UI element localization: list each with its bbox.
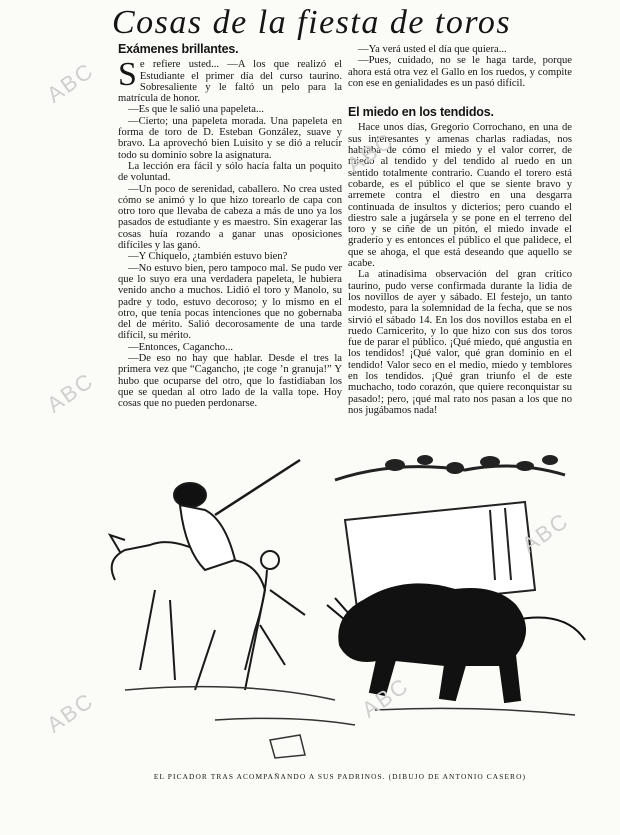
bullfight-illustration bbox=[95, 440, 605, 770]
bull bbox=[327, 584, 585, 702]
article-paragraph: Se refiere usted... —A los que realizó el Estudiante el primer día del curso taurino. Sobresaliente y le faltó un pelo para la matrícula de honor. bbox=[118, 56, 342, 105]
article-paragraph: La atinadísima observación del gran crítico taurino, pudo verse confirmada durante la lidia de los novillos de ayer y sábado. El festejo, un tanto modesto, para la solemnidad de la fecha, que se nos sirvió el sábado 14. En los dos novillos estaba en el ruedo Carnicerito, y lo que hizo con sus dos toros fue de parar el público. ¡Qué miedo, qué angustia en los tendidos! ¡Qué valor, qué gran dominio en el tendido! Valor seco en el medio, miedo y temblores en los tendidos. ¡Qué gran triunfo el de este muchacho, todo corazón, que quiere reconquistar su pasado!; pero, ¡qué mal rato nos pasan a los que no nos jugábamos nada! bbox=[348, 269, 572, 416]
picador-horse bbox=[110, 460, 300, 690]
watermark: ABC bbox=[357, 672, 414, 723]
article-title: Cosas de la fiesta de toros bbox=[112, 4, 512, 41]
crowd bbox=[385, 455, 558, 474]
column-left bbox=[118, 44, 342, 410]
article-paragraph: Hace unos días, Gregorio Corrochano, en una de sus interesantes y amenas charlas radiadas, nos hablaba de cómo el miedo y el valor correr, de miedo al tendido y del tendido al ruedo en un sentido totalmente contrario. Cuando el torero está cobarde, es el público el que se siente bravo y arremete contra el diestro en una desgarra continuada de insultos y dicterios; pero cuando el diestro sale a jugársela y se pone en el terreno del toro y se ciñe de un pitón, el miedo invade el graderío y es entonces el público el que palidece, el que se ahoga, el que está deseando que aquello se acabe. bbox=[348, 122, 572, 270]
article-paragraph: —Un poco de serenidad, caballero. No crea usted cómo se animó y lo que hizo torearlo de capa con otro toro que llevaba de cabeza a más de uno ya los pasados de estudiante y es maestro. Sin exagerar las cosas huía rozando a ganar unas oposiciones difíciles y las ganó. bbox=[118, 183, 342, 252]
watermark: ABC bbox=[342, 127, 399, 178]
illustration-caption: EL PICADOR TRAS ACOMPAÑANDO A SUS PADRINOS. (DIBUJO DE ANTONIO CASERO) bbox=[153, 772, 527, 781]
article-paragraph: —Ya verá usted el día que quiera... bbox=[358, 44, 507, 55]
article-paragraph: —Es que le salió una papeleta... bbox=[128, 104, 264, 116]
article-paragraph: —No estuvo bien, pero tampoco mal. Se pudo ver que lo suyo era una verdadera papeleta, le hubiera venido ancho a muchos. Lidió el toro y Manolo, su padre y todo, estuvo decoroso; y lo mismo en el otro, que tenía pocas intenciones que no gobernaba del de mérito. Salió decorosamente de una tarde difícil, su mérito. bbox=[118, 262, 342, 342]
article-paragraph: —Cierto; una papeleta morada. Una papeleta en forma de toro de D. Esteban González, suave y bravo. La aprovechó bien Luisito y se dió a relucir todo su dominio sobre la asignatura. bbox=[118, 115, 342, 161]
article-paragraph: —De eso no hay que hablar. Desde el tres la primera vez que “Cagancho, ¡te coge ’n granuja!” Y hubo que ocuparse del otro, que lo fastidiaban los que se quedan al otro lado de la valla tope. Hoy cosas que no pueden perdonarse. bbox=[118, 353, 342, 410]
section-heading-miedo: El miedo en los tendidos. bbox=[348, 105, 494, 120]
article-paragraph: —Entonces, Cagancho... bbox=[128, 341, 234, 353]
drop-cap: S bbox=[118, 56, 137, 94]
article-paragraph: —Pues, cuidado, no se le haga tarde, porque ahora está otra vez el Gallo en los ruedos, y compite con ese en genialidades es un pasó difícil. bbox=[348, 55, 572, 89]
watermark: ABC bbox=[42, 367, 99, 418]
column-right bbox=[348, 44, 572, 416]
watermark: ABC bbox=[517, 507, 574, 558]
section-heading-examenes: Exámenes brillantes. bbox=[118, 42, 239, 56]
watermark: ABC bbox=[42, 57, 99, 108]
article-paragraph: La lección era fácil y sólo hacía falta un poquito de voluntad. bbox=[118, 160, 342, 184]
watermark: ABC bbox=[42, 687, 99, 738]
article-paragraph: —Y Chiquelo, ¿también estuvo bien? bbox=[128, 251, 288, 263]
